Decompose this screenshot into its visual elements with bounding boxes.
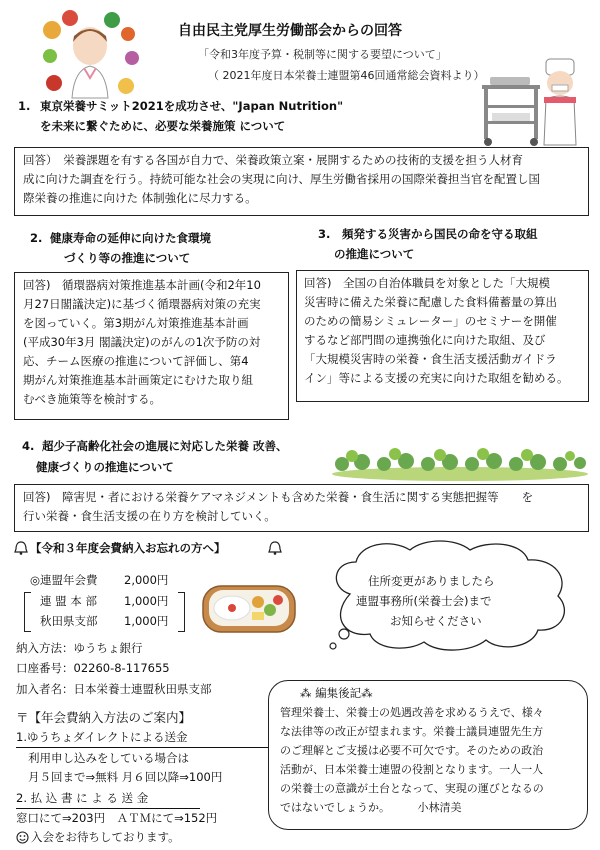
answer-line: 回答） 栄養課題を有する各国が自力で、栄養政策立案・展開するための技術的支援を担う人材育	[23, 153, 524, 167]
answer-line: するなど部門間の連携強化に向けた取組、及び	[304, 333, 546, 347]
answer-line: 際栄養の推進に向けた 体制強化に尽力する。	[23, 191, 257, 205]
postscript-line: ではないでしょうか。 小林清美	[280, 801, 462, 814]
fee-breakdown-bracket	[178, 592, 185, 632]
section-3-answer-box	[296, 270, 589, 402]
answer-line: 成に向けた調査を行う。持続可能な社会の実現に向け、厚生労働省採用の国際栄養担当官を配置し国	[23, 172, 541, 186]
page-title: 自由民主党厚生労働部会からの回答	[178, 23, 402, 39]
account-holder: 加入者名：日本栄養士連盟秋田県支部	[16, 682, 212, 696]
section-4-heading-line1: 超少子高齢化社会の進展に対応した栄養 改善、	[42, 439, 288, 453]
option2-title: 2. 払 込 書 に よ る 送 金	[16, 789, 200, 809]
section-2-answer-box	[14, 272, 289, 420]
answer-line: を図っていく。第3期がん対策推進基本計画	[23, 316, 249, 330]
answer-line: 回答) 障害児・者における栄養ケアマネジメントも含めた栄養・食生活に関する実態把握等 を	[23, 490, 534, 504]
answer-line: 災害時に備えた栄養に配慮した食料備蓄量の算出	[304, 295, 557, 309]
section-1-heading-line2: を未来に繋ぐために、必要な栄養施策 について	[40, 119, 286, 133]
answer-line: 回答) 循環器病対策推進基本計画(令和2年10	[23, 278, 261, 292]
source-note: （ 2021年度日本栄養士連盟第46回通常総会資料より）	[208, 69, 485, 82]
notice-line2: 連盟事務所(栄養士会)まで	[356, 594, 492, 608]
smile-icon	[16, 831, 29, 844]
fee-banner: 【令和３年度会費納入お忘れの方へ】	[30, 541, 226, 555]
bento-box-illustration	[200, 578, 298, 636]
answer-line: 月27日閣議決定)に基づく循環器病対策の充実	[23, 297, 261, 311]
postscript-line: な法律等の改正が望まれます。栄養士議員連盟先生方	[280, 725, 544, 738]
bell-icon	[268, 541, 282, 555]
section-2-heading-line2: づくり等の推進について	[64, 251, 191, 265]
answer-line: 行い栄養・食生活支援の在り方を検討していく。	[23, 509, 276, 523]
cook-cart-illustration	[478, 55, 588, 147]
section-2-number: 2.	[30, 231, 43, 245]
postscript-body	[280, 703, 544, 817]
hq-fee-amount: 1,000円	[124, 594, 169, 608]
section-2-heading-line1: 健康寿命の延伸に向けた食環境	[50, 231, 211, 245]
section-4-answer-box	[14, 484, 589, 532]
answer-line: イン」等による支援の充実に向けた取組を勧める。	[304, 371, 569, 385]
section-1-answer-box	[14, 147, 589, 216]
section-4-heading-line2: 健康づくりの推進について	[36, 460, 174, 474]
postscript-line: 管理栄養士、栄養士の処遇改善を求めるうえで、様々	[280, 706, 544, 719]
answer-line: 応、チーム医療の推進について評価し、第4	[23, 354, 249, 368]
hq-fee-label: 連 盟 本 部	[40, 594, 97, 608]
postscript-line: の栄養士の意識が土台となって、実現の運びとなるの	[280, 782, 544, 795]
branch-fee-amount: 1,000円	[124, 614, 169, 628]
branch-fee-label: 秋田県支部	[40, 614, 98, 628]
option1-line1: 利用申し込みをしている場合は	[28, 751, 189, 765]
postscript-line: のご理解とご支援は必要不可欠です。そのための政治	[280, 744, 544, 757]
tree-row-illustration	[330, 440, 590, 482]
section-1-heading-line1: 東京栄養サミット2021を成功させ、"Japan Nutrition"	[40, 99, 344, 113]
section-4-number: 4.	[22, 439, 35, 453]
payment-guide-title: 〒【年会費納入方法のご案内】	[16, 710, 192, 725]
option1-title: 1.ゆうちょダイレクトによる送金	[16, 728, 270, 748]
closing-message: 入会をお待ちしております。	[31, 830, 180, 844]
bell-icon	[14, 541, 28, 555]
section-1-number: 1.	[18, 99, 31, 113]
answer-line: のための簡易シミュレーター」のセミナーを開催	[304, 314, 557, 328]
postscript-line: 活動が、日本栄養士連盟の役割となります。一人一人	[280, 763, 544, 776]
notice-line3: お知らせください	[390, 614, 482, 628]
annual-fee-amount: 2,000円	[124, 573, 169, 587]
section-3-heading-line2: の推進について	[334, 247, 415, 261]
postscript-title: ⁂ 編集後記⁂	[300, 686, 373, 700]
nutritionist-illustration	[40, 8, 140, 103]
answer-line: 期がん対策推進基本計画策定にむけた取り組	[23, 373, 253, 387]
annual-fee-label: ◎連盟年会費	[30, 573, 98, 587]
payment-method: 納入方法：ゆうちょ銀行	[16, 641, 143, 655]
answer-line: 「大規模災害時の栄養・食生活支援活動ガイドラ	[304, 352, 557, 366]
account-number: 口座番号：02260-8-117655	[16, 661, 170, 675]
option2-line1: 窓口にて⇒203円 ＡＴＭにて⇒152円	[16, 811, 218, 825]
answer-line: むべき施策等を検討する。	[23, 392, 161, 406]
notice-line1: 住所変更がありましたら	[368, 574, 495, 588]
answer-line: 回答) 全国の自治体職員を対象とした「大規模	[304, 276, 550, 290]
section-3-number: 3.	[318, 227, 331, 241]
fee-breakdown-bracket	[24, 592, 31, 632]
answer-line: (平成30年3月 閣議決定)のがんの1次予防の対	[23, 335, 261, 349]
section-3-heading-line1: 頻発する災害から国民の命を守る取組	[342, 227, 538, 241]
option1-line2: 月５回まで⇒無料 月６回以降⇒100円	[28, 770, 223, 784]
page-subtitle: 「令和3年度予算・税制等に関する要望について」	[198, 48, 447, 61]
